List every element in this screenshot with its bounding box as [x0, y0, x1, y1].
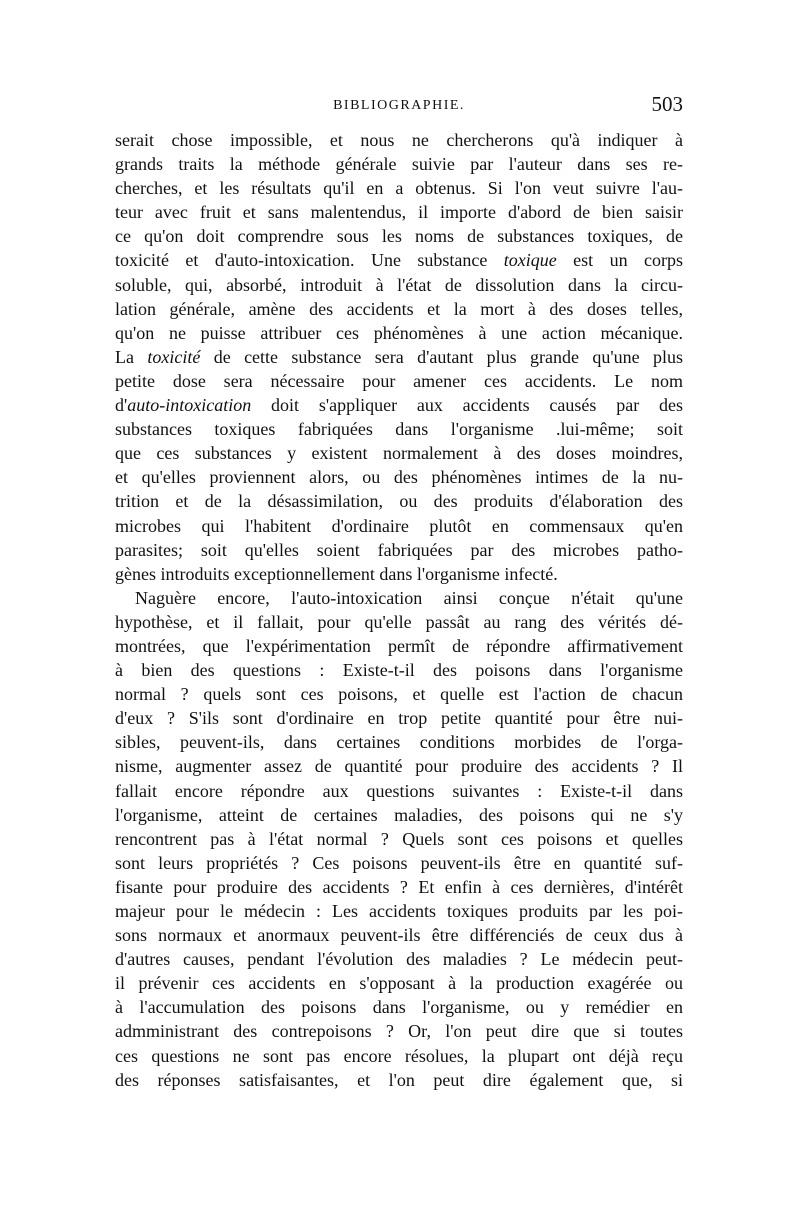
text-line: des réponses satisfaisantes, et l'on peut dire également que, si	[115, 1069, 683, 1090]
text-line: montrées, que l'expérimentation permît de répondre affirmativement	[115, 635, 683, 656]
text-line: majeur pour le médecin : Les accidents toxiques produits par les poi-	[115, 901, 683, 921]
text-line: à bien des questions : Existe-t-il des poisons dans l'organisme	[115, 660, 683, 681]
text-line: sons normaux et anormaux peuvent-ils être différenciés de ceux dus à	[115, 925, 683, 946]
text-line: petite dose sera nécessaire pour amener ces accidents. Le nom	[115, 370, 683, 391]
text-line: toxicité et d'auto-intoxication. Une substance toxique est un corps	[115, 250, 683, 271]
text-line: serait chose impossible, et nous ne chercherons qu'à indiquer à	[115, 130, 683, 150]
running-head	[115, 92, 683, 128]
text-line: que ces substances y existent normalement à des doses moindres,	[115, 443, 683, 464]
text-line: ce qu'on doit comprendre sous les noms de substances toxiques, de	[115, 226, 683, 247]
text-line: hypothèse, et il fallait, pour qu'elle passât au rang des vérités dé-	[115, 611, 683, 632]
text-line: fallait encore répondre aux questions suivantes : Existe-t-il dans	[115, 780, 683, 801]
text-line: substances toxiques fabriquées dans l'organisme .lui-même; soit	[115, 419, 683, 440]
text-line: normal ? quels sont ces poisons, et quelle est l'action de chacun	[115, 684, 683, 705]
text-line: sont leurs propriétés ? Ces poisons peuvent-ils être en quantité suf-	[115, 852, 683, 873]
text-line: à l'accumulation des poisons dans l'organisme, ou y remédier en	[115, 997, 683, 1018]
text-line: parasites; soit qu'elles soient fabriquées par des microbes patho-	[115, 539, 683, 560]
emphasized-term: toxique	[503, 250, 557, 271]
header-title: BIBLIOGRAPHIE.	[333, 98, 465, 113]
text-line: et qu'elles proviennent alors, ou des phénomènes intimes de la nu-	[115, 467, 683, 488]
text-line: microbes qui l'habitent d'ordinaire plutôt en commensaux qu'en	[115, 515, 683, 536]
page-number: 503	[651, 92, 683, 116]
text-line: rencontrent pas à l'état normal ? Quels sont ces poisons et quelles	[115, 828, 683, 849]
text-line: La toxicité de cette substance sera d'autant plus grande qu'une plus	[115, 346, 684, 367]
emphasized-term: toxicité	[147, 346, 201, 367]
text-line: admministrant des contrepoisons ? Or, l'on peut dire que si toutes	[115, 1021, 683, 1042]
text-line: gènes introduits exceptionnellement dans l'organisme infecté.	[115, 563, 558, 584]
text-line: il prévenir ces accidents en s'opposant à la production exagérée ou	[115, 973, 683, 994]
text-line: d'auto-intoxication doit s'appliquer aux accidents causés par des	[115, 395, 683, 416]
text-line: cherches, et les résultats qu'il en a obtenus. Si l'on veut suivre l'au-	[115, 178, 683, 199]
text-line: qu'on ne puisse attribuer ces phénomènes à une action mécanique.	[115, 322, 683, 343]
text-line: fisante pour produire des accidents ? Et enfin à ces dernières, d'intérêt	[115, 876, 683, 897]
text-line: soluble, qui, absorbé, introduit à l'état de dissolution dans la circu-	[115, 274, 683, 295]
text-line: d'autres causes, pendant l'évolution des maladies ? Le médecin peut-	[115, 949, 683, 970]
body-text	[115, 128, 683, 1092]
text-line: lation générale, amène des accidents et la mort à des doses telles,	[115, 298, 683, 319]
text-line: d'eux ? S'ils sont d'ordinaire en trop petite quantité pour être nui-	[115, 708, 683, 729]
text-line: sibles, peuvent-ils, dans certaines conditions morbides de l'orga-	[115, 732, 683, 753]
book-page	[115, 92, 683, 1092]
text-line: Naguère encore, l'auto-intoxication ainsi conçue n'était qu'une	[135, 587, 683, 608]
text-line: nisme, augmenter assez de quantité pour produire des accidents ? Il	[115, 756, 683, 777]
text-line: l'organisme, atteint de certaines maladies, des poisons qui ne s'y	[115, 804, 683, 825]
emphasized-term: auto-intoxication	[127, 395, 252, 416]
text-line: grands traits la méthode générale suivie par l'auteur dans ses re-	[115, 154, 683, 175]
text-line: teur avec fruit et sans malentendus, il importe d'abord de bien saisir	[115, 202, 683, 223]
text-line: trition et de la désassimilation, ou des produits d'élaboration des	[115, 491, 683, 512]
text-line: ces questions ne sont pas encore résolues, la plupart ont déjà reçu	[115, 1045, 683, 1066]
